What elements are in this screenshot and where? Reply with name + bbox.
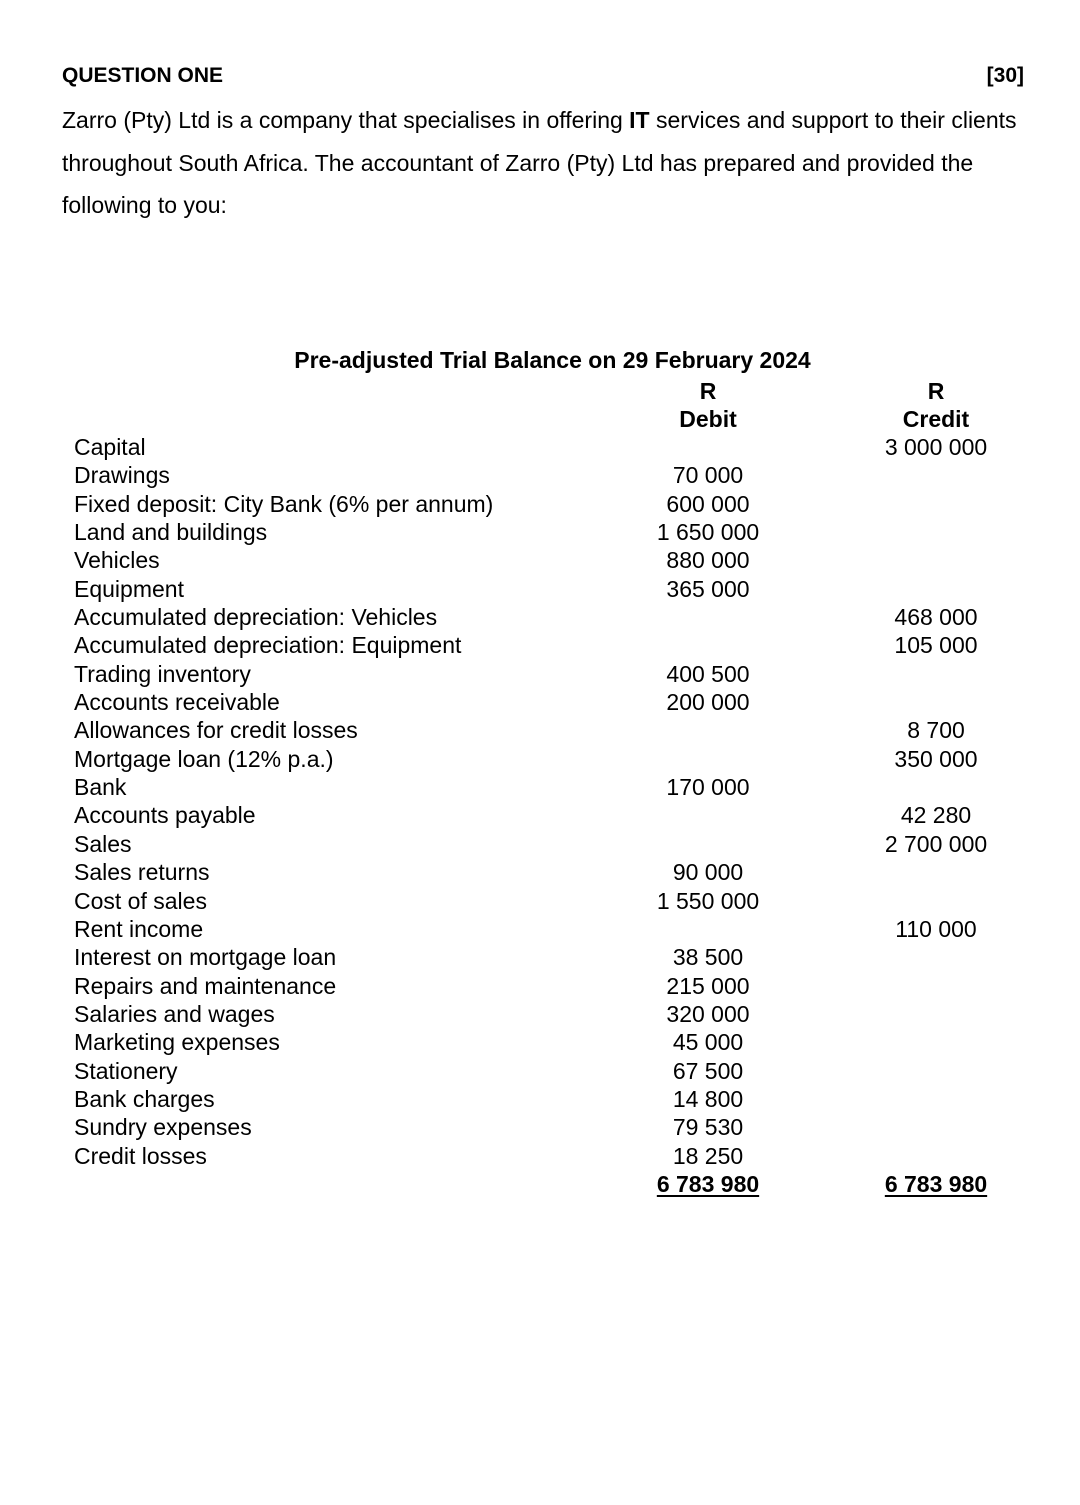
intro-paragraph: [62, 99, 1022, 227]
table-row: [0, 1113, 1080, 1141]
credit-amount: 42 280: [900, 802, 972, 829]
account-name: Accumulated depreciation: Equipment: [74, 632, 462, 659]
table-row: [0, 461, 1080, 489]
intro-text-bold: IT: [629, 107, 650, 133]
credit-amount: 2 700 000: [884, 830, 988, 857]
totals-row: [0, 1170, 1080, 1198]
account-name: Drawings: [74, 462, 170, 489]
table-row: [0, 575, 1080, 603]
debit-amount: 365 000: [666, 575, 750, 602]
account-name: Vehicles: [74, 547, 160, 574]
total-debit: 6 783 980: [656, 1170, 760, 1197]
table-row: [0, 915, 1080, 943]
account-name: Repairs and maintenance: [74, 972, 337, 999]
account-name: Interest on mortgage loan: [74, 944, 337, 971]
debit-label: Debit: [679, 406, 737, 433]
table-row: [0, 830, 1080, 858]
question-title: QUESTION ONE: [62, 64, 224, 87]
account-name: Stationery: [74, 1057, 178, 1084]
account-name: Sundry expenses: [74, 1114, 252, 1141]
table-row: [0, 887, 1080, 915]
trial-balance-table: [0, 433, 1080, 1198]
account-name: Bank: [74, 774, 127, 801]
table-row: [0, 773, 1080, 801]
account-name: Equipment: [74, 575, 184, 602]
account-name: Sales returns: [74, 859, 210, 886]
trial-balance-title: Pre-adjusted Trial Balance on 29 February 2024: [294, 347, 811, 373]
account-name: Rent income: [74, 915, 204, 942]
table-row: [0, 943, 1080, 971]
credit-amount: 105 000: [894, 632, 978, 659]
account-name: Trading inventory: [74, 660, 251, 687]
table-row: [0, 801, 1080, 829]
table-row: [0, 688, 1080, 716]
credit-currency: R: [927, 378, 945, 404]
table-row: [0, 1057, 1080, 1085]
debit-amount: 18 250: [672, 1142, 744, 1169]
credit-amount: 8 700: [907, 717, 965, 744]
table-row: [0, 972, 1080, 1000]
debit-amount: 90 000: [672, 859, 744, 886]
account-name: Salaries and wages: [74, 1000, 275, 1027]
table-row: [0, 433, 1080, 461]
account-name: Capital: [74, 434, 146, 460]
debit-amount: 320 000: [666, 1000, 750, 1027]
account-name: Accumulated depreciation: Vehicles: [74, 604, 438, 631]
credit-column-header: [856, 377, 1016, 434]
table-row: [0, 1142, 1080, 1170]
debit-amount: 45 000: [672, 1029, 744, 1056]
debit-amount: 400 500: [666, 660, 750, 687]
debit-amount: 67 500: [672, 1057, 744, 1084]
intro-text-part2: services and support to their clients throughout South Africa. The accountant of Zarro (Pty) Ltd has prepared and provided the following to you:: [62, 107, 1017, 218]
table-row: [0, 1000, 1080, 1028]
table-row: [0, 546, 1080, 574]
account-name: Cost of sales: [74, 887, 207, 914]
debit-amount: 170 000: [666, 774, 750, 801]
credit-amount: 110 000: [895, 915, 977, 942]
table-row: [0, 518, 1080, 546]
table-row: [0, 603, 1080, 631]
question-marks: [30]: [986, 64, 1024, 87]
table-row: [0, 745, 1080, 773]
table-row: [0, 660, 1080, 688]
debit-amount: 14 800: [672, 1085, 744, 1112]
table-row: [0, 490, 1080, 518]
account-name: Fixed deposit: City Bank (6% per annum): [74, 490, 494, 517]
credit-amount: 350 000: [894, 745, 978, 772]
debit-amount: 880 000: [666, 547, 750, 574]
debit-amount: 1 650 000: [656, 519, 760, 546]
debit-amount: 200 000: [666, 689, 750, 716]
table-row: [0, 716, 1080, 744]
debit-amount: 215 000: [666, 972, 750, 999]
debit-amount: 79 530: [672, 1114, 744, 1141]
table-row: [0, 631, 1080, 659]
debit-amount: 38 500: [672, 944, 744, 971]
account-name: Sales: [74, 830, 132, 857]
debit-currency: R: [699, 378, 717, 404]
account-name: Allowances for credit losses: [74, 717, 358, 744]
credit-amount: 3 000 000: [884, 434, 988, 460]
debit-column-header: [628, 377, 788, 434]
table-row: [0, 858, 1080, 886]
account-name: Mortgage loan (12% p.a.): [74, 745, 334, 772]
intro-text-part1: Zarro (Pty) Ltd is a company that specialises in offering: [62, 107, 630, 133]
question-header: [62, 64, 1024, 88]
total-credit: 6 783 980: [884, 1170, 988, 1197]
table-row: [0, 1028, 1080, 1056]
account-name: Accounts payable: [74, 802, 256, 829]
debit-amount: 600 000: [666, 490, 750, 517]
table-row: [0, 1085, 1080, 1113]
account-name: Accounts receivable: [74, 689, 280, 716]
debit-amount: 70 000: [672, 462, 744, 489]
account-name: Land and buildings: [74, 519, 268, 546]
credit-amount: 468 000: [894, 604, 978, 631]
credit-label: Credit: [902, 406, 970, 433]
account-name: Marketing expenses: [74, 1029, 280, 1056]
account-name: Credit losses: [74, 1142, 207, 1169]
debit-amount: 1 550 000: [656, 887, 760, 914]
account-name: Bank charges: [74, 1085, 215, 1112]
